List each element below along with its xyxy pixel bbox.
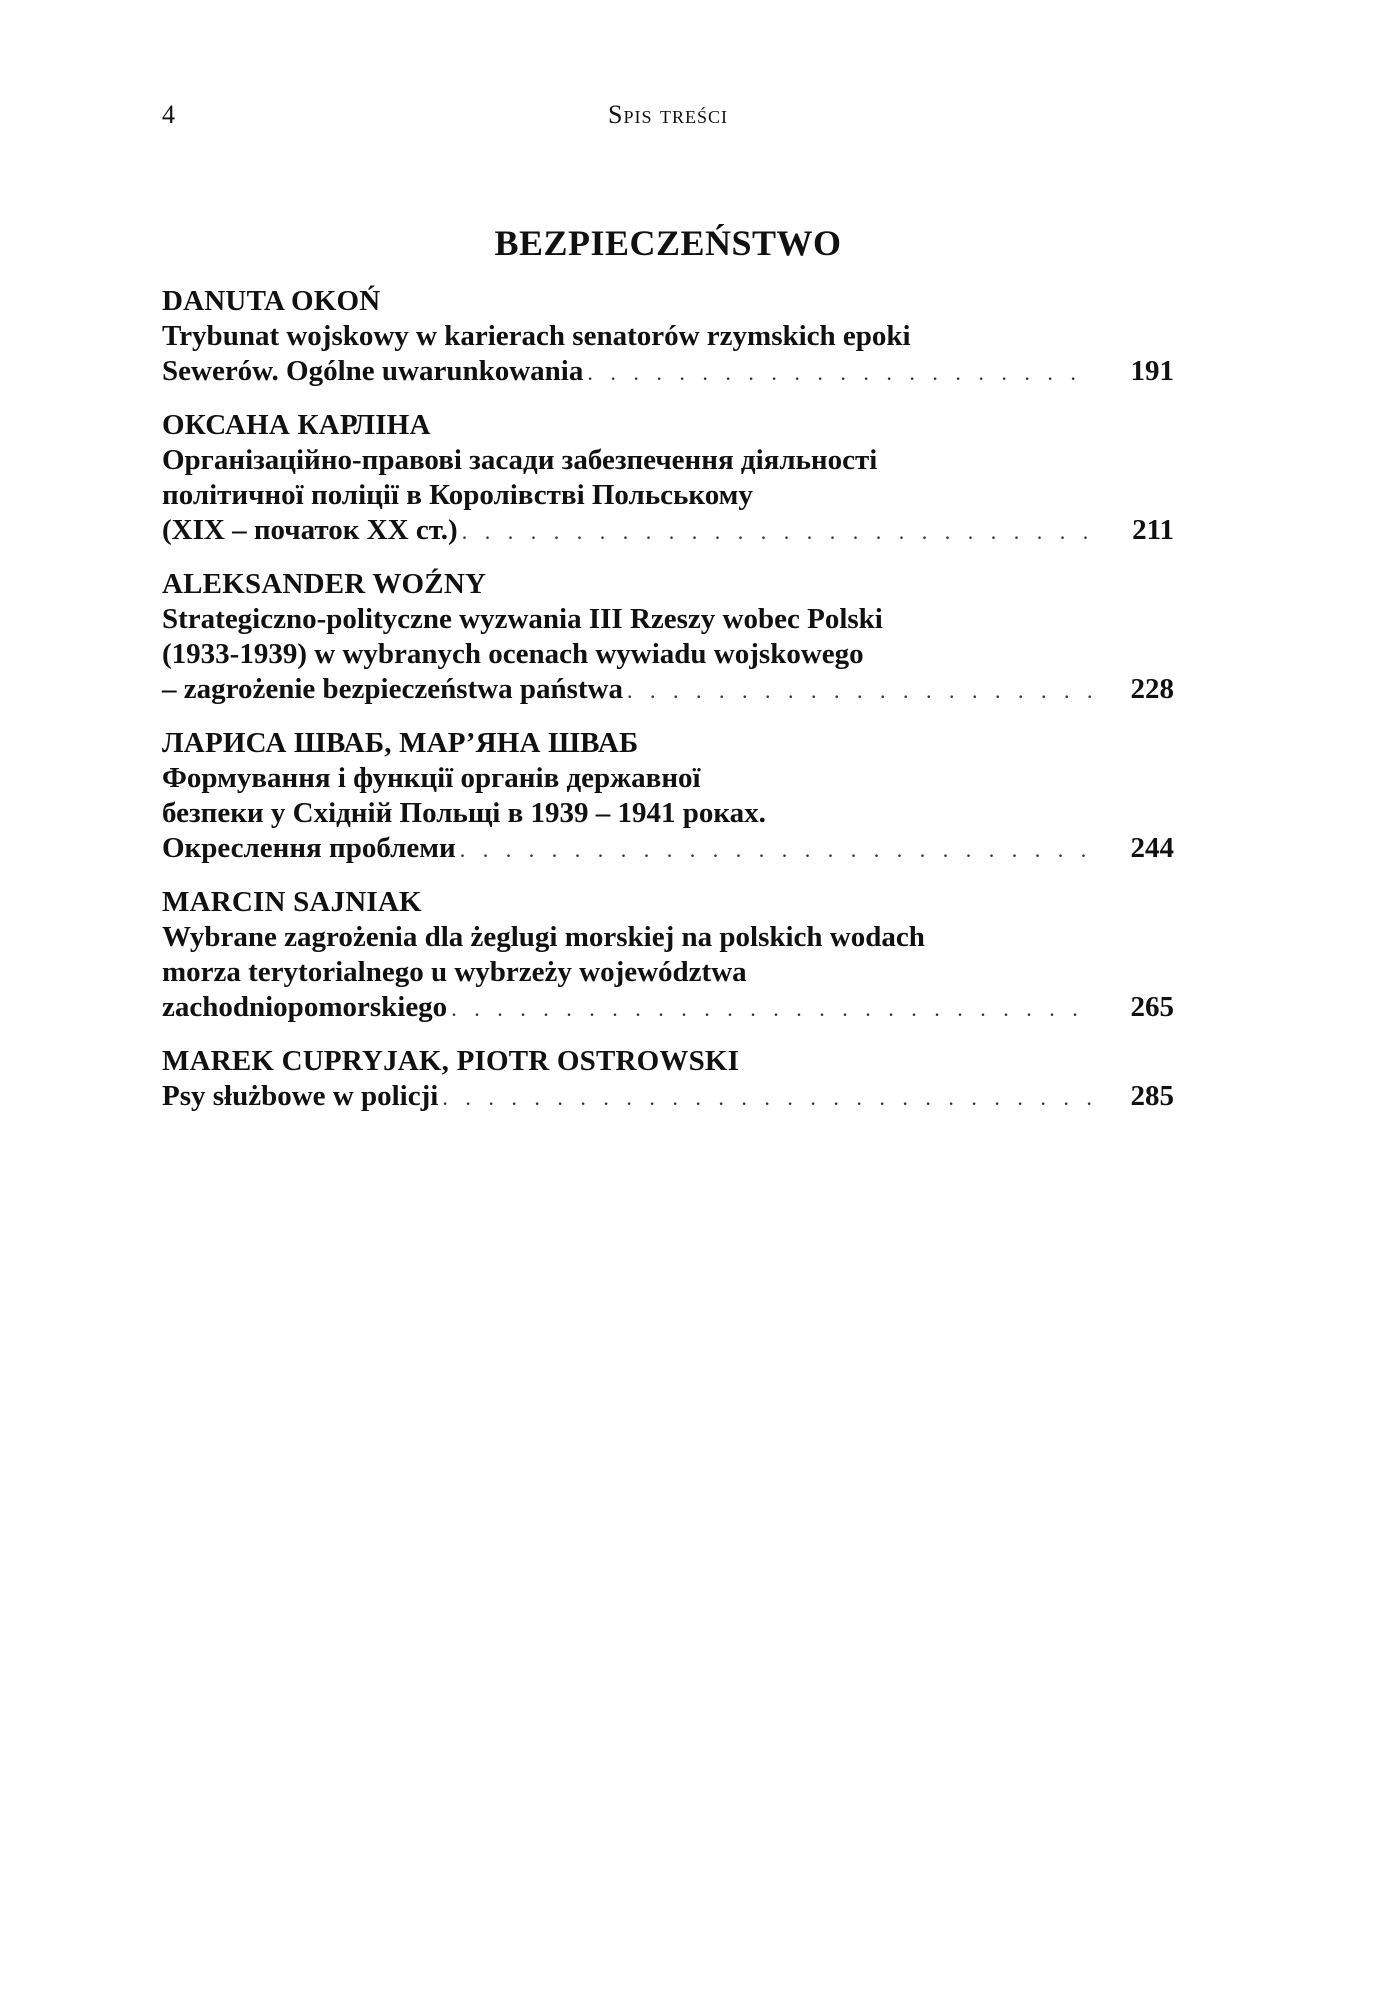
- entry-title-line: Формування і функції органів державної: [162, 762, 701, 794]
- entry-title-line: Psy służbowe w policji: [162, 1080, 439, 1112]
- entry-page-number: 211: [1132, 514, 1174, 546]
- entry-title-line: (1933-1939) w wybranych ocenach wywiadu wojskowego: [162, 638, 864, 670]
- entry-title-line: Окреслення проблеми: [162, 832, 456, 864]
- entry-author: ЛАРИСА ШВАБ, МАР’ЯНА ШВАБ: [162, 727, 639, 759]
- dot-leader: [438, 1080, 1094, 1115]
- page-number: 4: [162, 100, 175, 129]
- entry-title-line: zachodniopomorskiego: [162, 991, 448, 1023]
- entry-title-last-line: [162, 831, 1174, 867]
- toc-entry: [162, 408, 1174, 549]
- entry-title-last-line: [162, 513, 1174, 549]
- entry-page-number: 191: [1130, 355, 1174, 387]
- entry-title-line: morza terytorialnego u wybrzeży województwa: [162, 956, 747, 988]
- entry-title-line: Sewerów. Ogólne uwarunkowania: [162, 355, 584, 387]
- entry-title-line: Strategiczno-polityczne wyzwania III Rzeszy wobec Polski: [162, 603, 883, 635]
- section-title: BEZPIECZEŃSTWO: [494, 223, 842, 263]
- entry-page-number: 228: [1130, 673, 1174, 705]
- entry-title-line: – zagrożenie bezpieczeństwa państwa: [162, 673, 623, 705]
- entry-author: ALEKSANDER WOŹNY: [162, 568, 487, 600]
- entry-title-line: Організаційно-правові засади забезпечення діяльності: [162, 444, 878, 476]
- entry-title-line: Trybunat wojskowy w karierach senatorów rzymskich epoki: [162, 320, 911, 352]
- entry-author: MAREK CUPRYJAK, PIOTR OSTROWSKI: [162, 1045, 740, 1077]
- toc-entry: [162, 1044, 1174, 1115]
- toc-entry: [162, 567, 1174, 708]
- entry-title-last-line: [162, 354, 1174, 390]
- entry-title-line: Wybrane zagrożenia dla żeglugi morskiej na polskich wodach: [162, 921, 925, 953]
- toc-entry: [162, 885, 1174, 1026]
- entry-author: ОКСАНА КАРЛІНА: [162, 409, 431, 441]
- dot-leader: [583, 355, 1094, 390]
- entry-title-line: політичної поліції в Королівстві Польському: [162, 479, 753, 511]
- entry-title-last-line: [162, 990, 1174, 1026]
- entry-page-number: 265: [1130, 991, 1174, 1023]
- entry-author: DANUTA OKOŃ: [162, 285, 381, 317]
- entry-title-line: (XIX – початок XX ст.): [162, 514, 458, 546]
- toc-entry: [162, 726, 1174, 867]
- dot-leader: [623, 673, 1094, 708]
- running-head: [162, 100, 1174, 140]
- entry-title-line: безпеки у Східній Польщі в 1939 – 1941 роках.: [162, 797, 766, 829]
- entry-title-last-line: [162, 672, 1174, 708]
- entry-title-last-line: [162, 1079, 1174, 1115]
- dot-leader: [458, 514, 1094, 549]
- dot-leader: [456, 832, 1094, 867]
- dot-leader: [447, 991, 1094, 1026]
- running-title: Spis treści: [608, 100, 728, 129]
- toc-entry: [162, 284, 1174, 390]
- entry-page-number: 244: [1130, 832, 1174, 864]
- entry-author: MARCIN SAJNIAK: [162, 886, 422, 918]
- table-of-contents: [162, 284, 1174, 1133]
- entry-page-number: 285: [1130, 1080, 1174, 1112]
